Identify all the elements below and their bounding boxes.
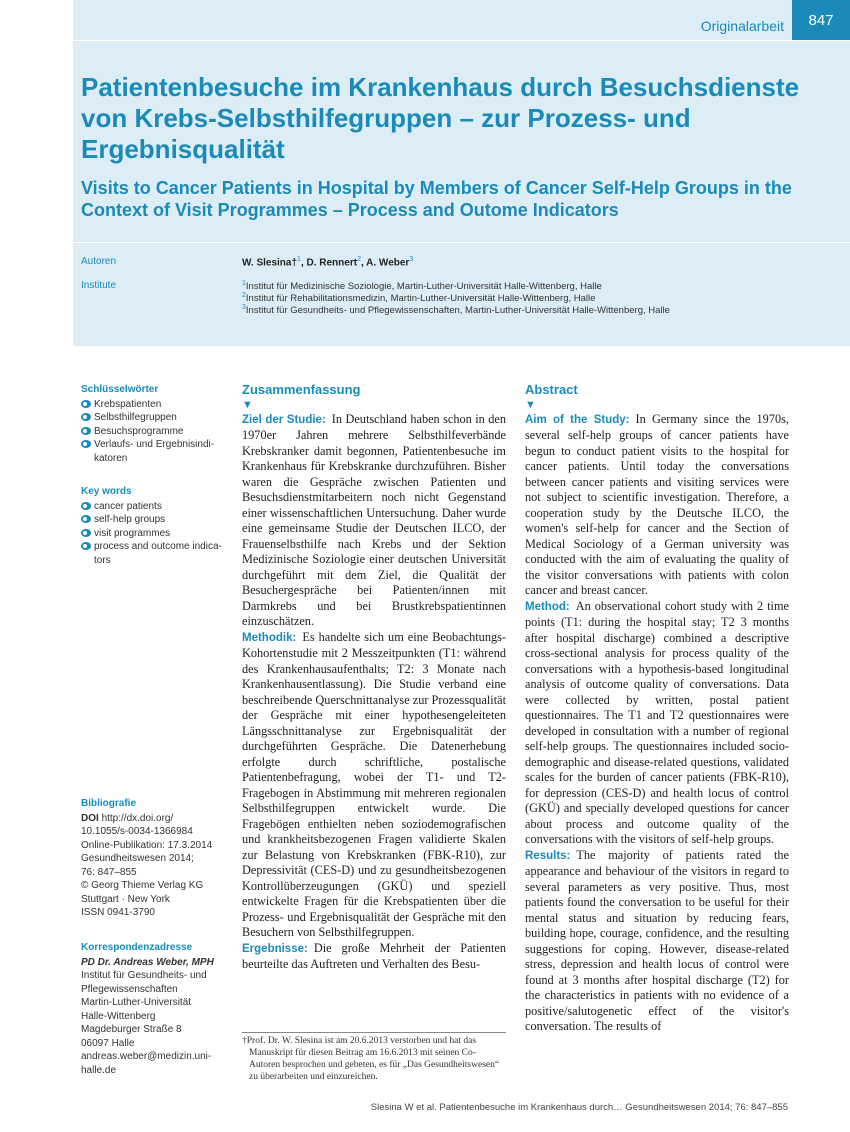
- author-name: A. Weber: [366, 257, 410, 269]
- keyword-text: visit programmes: [94, 527, 171, 539]
- abstract-paragraph: [242, 630, 506, 941]
- keyword-item: [81, 527, 226, 541]
- correspondence-email[interactable]: andreas.weber@medizin.uni-: [81, 1051, 212, 1062]
- institute-text: Institut für Rehabilitationsmedizin, Martin-Luther-Universität Halle-Wittenberg, Halle: [245, 293, 596, 305]
- bibliography-title: Bibliografie: [81, 798, 137, 809]
- keyword-item: [81, 411, 226, 425]
- authors-label: Autoren: [81, 256, 117, 267]
- author-separator: ,: [360, 257, 367, 269]
- keyword-text: Verlaufs- und Ergebnisindikatoren: [94, 439, 215, 464]
- keyword-text: self-help groups: [94, 514, 166, 525]
- institute-item: [242, 304, 670, 316]
- paragraph-text: In Deutschland haben schon in den 1970er Jahren mehrere Selbsthilfeverbände Krebskranker damit begonnen, Patientenbesuche im Krankenhaus für Krebskranke durchzuführen. Bisher waren die Gespräche zwischen Patienten und Besuchsdienstmitarbeitern noch nicht Gegenstand einer wissenschaftlichen Untersuchung. Daher wurde eine gemeinsame Studie der Deutschen ILCO, der Frauenselbsthilfe nach Krebs und der Sektion Medizinische Soziologie einer deutschen Universität durchgeführt mit dem Ziel, die Qualität der Besuchergespräche bei Patienten/innen mit Darmkrebs und bei Brustkrebspatientinnen einzuschätzen.: [242, 411, 506, 628]
- correspondence-title: Korrespondenzadresse: [81, 942, 193, 953]
- correspondence-line: Martin-Luther-Universität: [81, 997, 192, 1008]
- keyword-text: process and outcome indicators: [94, 541, 222, 566]
- keyword-text: cancer patients: [94, 500, 162, 512]
- section-label: Originalarbeit: [700, 18, 784, 34]
- paragraph-text: In Germany since the 1970s, several self-help groups of cancer patients have begun to conduct patient visits to the hospital for cancer patients. Until today the conversations between cancer patients and visiting services were not subject to scientific investigation. Therefore, a cooperation study by the Deutsche ILCO, the women's self-help for cancer and the Section of Medical Sociology of a German university was conducted with the aim of evaluating the quality of the visitor conversations with patients with colon cancer and breast cancer.: [525, 411, 789, 597]
- bibliography-line: Online-Publikation: 17.3.2014: [81, 839, 213, 851]
- correspondence-line: Magdeburger Straße 8: [81, 1024, 182, 1035]
- author-affiliation: 2: [357, 256, 361, 263]
- author-name: W. Slesina†: [242, 257, 298, 269]
- institute-item: [242, 292, 595, 304]
- correspondence-line: 06097 Halle: [81, 1037, 135, 1049]
- paragraph-text: The majority of patients rated the appearance and behaviour of the visitors in regard to several parameters as very positive. Thus, most patients found the conversation to be useful for their mental status and situation by reducing fears, building hope, courage, confidence, and the resulting suggestions for coping. However, disease-related stress, depression and health locus of control were found at 3 months after hospital discharge (T2) for the characteristics in patients with no evidence of a positive/salutogenetic effect of the visitor's conversation. The results of: [525, 847, 789, 1033]
- footnote: †Prof. Dr. W. Slesina ist am 20.6.2013 verstorben und hat das Manuskript für diesen Beitrag am 16.6.2013 mit seinen Co-Autoren besprochen und gebeten, es für „Das Gesundheitswesen“ zu überarbeiten und einzureichen.: [242, 1032, 506, 1083]
- bullet-icon: [81, 400, 91, 408]
- keyword-item: [81, 513, 226, 527]
- correspondence-line: Pflegewissenschaften: [81, 983, 178, 995]
- subsection-label: Methodik:: [242, 631, 297, 644]
- title-german: Patientenbesuche im Krankenhaus durch Besuchsdienste von Krebs-Selbsthilfegruppen – zur Prozess- und Ergebnisqualität: [81, 72, 800, 164]
- institute-number: 2: [242, 292, 246, 299]
- abstract-german: [242, 382, 506, 973]
- institute-item: [242, 280, 602, 292]
- bibliography-line: Stuttgart · New York: [81, 893, 170, 905]
- correspondence-name: PD Dr. Andreas Weber, MPH: [81, 956, 214, 968]
- keyword-item: [81, 500, 226, 514]
- triangle-down-icon: ▼: [525, 398, 536, 411]
- doi-line: [81, 812, 226, 826]
- abstract-german-heading: Zusammenfassung: [242, 382, 361, 397]
- doi-link[interactable]: http://dx.doi.org/: [101, 812, 174, 824]
- bibliography-line: 10.1055/s-0034-1366984: [81, 826, 193, 837]
- institute-text: Institut für Medizinische Soziologie, Martin-Luther-Universität Halle-Wittenberg, Halle: [245, 281, 602, 293]
- correspondence-line: Halle-Wittenberg: [81, 1010, 156, 1022]
- triangle-down-icon: ▼: [242, 398, 253, 411]
- bibliography-line: 76: 847–855: [81, 866, 137, 878]
- correspondence-email-cont[interactable]: halle.de: [81, 1064, 117, 1076]
- institute-number: 1: [242, 280, 246, 287]
- subsection-label: Method:: [525, 600, 570, 613]
- keywords-english-title: Key words: [81, 486, 132, 497]
- abstract-english: [525, 382, 789, 1035]
- author-affiliation: 1: [297, 256, 301, 263]
- page-footer: Slesina W et al. Patientenbesuche im Krankenhaus durch… Gesundheitswesen 2014; 76: 847–855: [370, 1102, 788, 1113]
- keyword-text: Krebspatienten: [94, 398, 162, 410]
- subsection-label: Results:: [525, 849, 571, 862]
- institutes-label: Institute: [81, 280, 117, 291]
- keywords-german-title: Schlüsselwörter: [81, 384, 159, 395]
- institute-text: Institut für Gesundheits- und Pflegewissenschaften, Martin-Luther-Universität Halle-Wittenberg, Halle: [245, 305, 670, 317]
- title-english: Visits to Cancer Patients in Hospital by Members of Cancer Self-Help Groups in the Context of Visit Programmes – Process and Outome Indicators: [81, 178, 792, 220]
- keyword-text: Besuchsprogramme: [94, 425, 184, 437]
- subsection-label: Aim of the Study:: [525, 413, 630, 426]
- subsection-label: Ziel der Studie:: [242, 413, 326, 426]
- bullet-icon: [81, 427, 91, 435]
- bullet-icon: [81, 440, 91, 448]
- header-divider: [73, 40, 850, 41]
- paragraph-text: An observational cohort study with 2 time points (T1: during the hospital stay; T2 3 months after hospital discharge) combined a descriptive cross-sectional analysis for process quality of the conversations with a hypothesis-based longitudinal analysis of outcome quality of conversations. Data were collected by written, postal patient questionnaires. The T1 and T2 questionnaires were developed in consultation with a number of regional self-help groups. The questionnaires included socio-demographic and disease-related questions, validated scales for the burden of cancer patients (FBK-R10), for depression (CES-D) and health locus of control (GKÜ) and specially developed questions for cancer about process and outcome quality of the conversations with the visitors of self-help groups.: [525, 598, 789, 846]
- paragraph-text: Es handelte sich um eine Beobachtungs-Kohortenstudie mit 2 Messzeitpunkten (T1: während des Krankenhausaufenthalts; T2: 3 Monate nach Krankenhausentlassung). Die Studie verband eine beschreibende Querschnittanalyse zur Prozessqualität der Gespräche mit einer hypothesengeleiteten Längsschnittanalyse zur Ergebnisqualität der durchgeführten Gespräche. Die Datenerhebung erfolgte durch schriftliche, postalische Patientenbefragung, wobei der T1- und T2-Fragebogen in Abstimmung mit mehreren regionalen Selbsthilfegruppen entwickelt wurde. Die Fragebögen enthielten neben soziodemografischen und krankheitsbezogenen Fragen validierte Skalen zur Belastung von Krebskranken (FBK-R10), zur Depressivität (CES-D) und zu gesundheitsbezogenen Kontrollüberzeugungen (GKÜ) und speziell entwickelte Fragen für die Krebspatienten über die Prozess- und Ergebnisqualität der Gespräche mit den Besuchern von Selbsthilfegruppen.: [242, 629, 506, 939]
- bullet-icon: [81, 542, 91, 550]
- page-number: 847: [792, 0, 850, 40]
- bibliography: [81, 797, 226, 920]
- keyword-item: [81, 438, 226, 465]
- author-name: D. Rennert: [306, 257, 358, 269]
- keyword-text: Selbsthilfegruppen: [94, 412, 177, 423]
- correspondence: [81, 941, 226, 1077]
- bullet-icon: [81, 502, 91, 510]
- institute-number: 3: [242, 304, 246, 311]
- abstract-paragraph: [525, 599, 789, 848]
- keywords-german: [81, 383, 226, 465]
- abstract-paragraph: [525, 848, 789, 1035]
- bibliography-line: ISSN 0941-3790: [81, 907, 155, 918]
- keywords-english: [81, 485, 226, 567]
- correspondence-line: Institut für Gesundheits- und: [81, 970, 207, 981]
- subsection-label: Ergebnisse:: [242, 942, 308, 955]
- keyword-item: [81, 540, 226, 567]
- keyword-item: [81, 425, 226, 439]
- author-list: [242, 256, 413, 268]
- abstract-paragraph: [242, 412, 506, 630]
- bullet-icon: [81, 515, 91, 523]
- bullet-icon: [81, 413, 91, 421]
- bibliography-line: Gesundheitswesen 2014;: [81, 853, 194, 864]
- keyword-item: [81, 398, 226, 412]
- meta-divider: [73, 242, 850, 243]
- abstract-paragraph: [525, 412, 789, 599]
- doi-label: DOI: [81, 812, 99, 824]
- bibliography-line: © Georg Thieme Verlag KG: [81, 880, 204, 891]
- abstract-paragraph: [242, 941, 506, 973]
- bullet-icon: [81, 529, 91, 537]
- abstract-english-heading: Abstract: [525, 382, 578, 397]
- author-affiliation: 3: [409, 256, 414, 263]
- paragraph-text: Die große Mehrheit der Patienten beurteilte das Auftreten und Verhalten des Besu-: [242, 940, 506, 971]
- author-separator: ,: [300, 257, 307, 269]
